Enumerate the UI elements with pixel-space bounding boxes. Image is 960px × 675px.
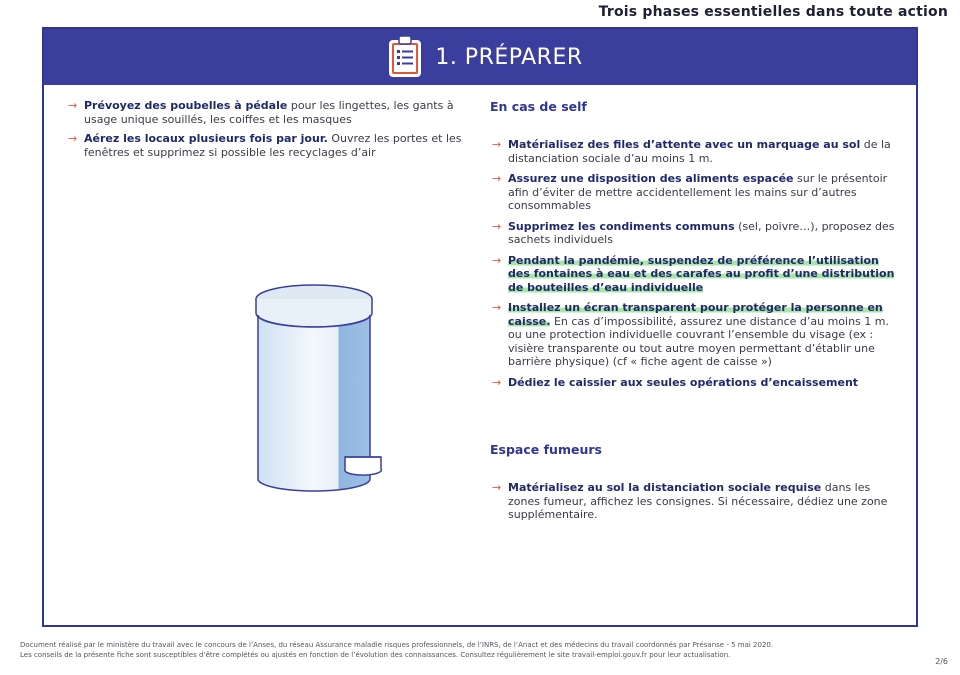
page-number: 2/6: [935, 657, 948, 666]
item-bold: Matérialisez au sol la distanciation sociale requise: [508, 481, 822, 494]
item-bold: Aérez les locaux plusieurs fois par jour.: [84, 132, 328, 145]
footer-line: Les conseils de la présente fiche sont susceptibles d’être complétés ou ajustés en fonction de l’évolution des connaissances. Consultez régulièrement le site travail-emploi.gouv.fr pour leur actualisation.: [20, 651, 731, 659]
list-item: [490, 220, 900, 247]
pedal-bin-icon: [249, 279, 389, 499]
self-heading: En cas de self: [490, 99, 587, 114]
item-bold-highlighted: Installez un écran transparent pour protéger la personne en caisse.: [508, 301, 883, 328]
item-text: Ouvrez les portes et les fenêtres et supprimez si possible les recyclages d’air: [84, 132, 462, 159]
arrow-right-icon: →: [68, 99, 78, 112]
content-frame: [42, 27, 918, 627]
list-item: [66, 99, 486, 126]
list-item: [490, 376, 900, 390]
arrow-right-icon: →: [492, 138, 502, 151]
list-item: [490, 301, 900, 369]
right-column: [490, 99, 900, 529]
footer-note: [20, 640, 940, 660]
arrow-right-icon: →: [492, 375, 502, 389]
list-item: [66, 132, 486, 159]
item-bold-highlighted: Pendant la pandémie, suspendez de préférence l’utilisation des fontaines à eau et des carafes au profit d’une distribution de bouteilles d’eau individuelle: [508, 253, 895, 294]
item-text: dans les zones fumeur, affichez les consignes. Si nécessaire, dédiez une zone supplémentaire.: [508, 481, 888, 521]
arrow-right-icon: →: [492, 172, 502, 185]
item-text: En cas d’impossibilité, assurez une distance d’au moins 1 m. ou une protection individuelle couvrant l’ensemble du visage (ex : visière transparente ou tout autre moyen permettant d’établir une barrière physique) (cf « fiche agent de caisse »): [508, 314, 889, 368]
item-bold: Supprimez les condiments communs: [508, 219, 735, 233]
clipboard-checklist-icon: [387, 35, 423, 79]
list-item: [490, 172, 900, 213]
item-text: pour les lingettes, les gants à usage unique souillés, les coiffes et les masques: [84, 99, 454, 126]
arrow-right-icon: →: [492, 301, 502, 314]
left-column: [66, 99, 486, 165]
footer-line: Document réalisé par le ministère du travail avec le concours de l’Anses, du réseau Assurance maladie risques professionnels, de l’INRS, de l’Anact et des médecins du travail coordonnés par Présanse - 5 mai 2020.: [20, 641, 774, 649]
document-title: Trois phases essentielles dans toute action: [598, 4, 948, 20]
item-bold: Assurez une disposition des aliments espacée: [508, 172, 794, 185]
arrow-right-icon: →: [492, 219, 502, 233]
arrow-right-icon: →: [492, 253, 502, 267]
item-bold: Matérialisez des files d’attente avec un marquage au sol: [508, 138, 861, 151]
item-text: de la distanciation sociale d’au moins 1 m.: [508, 138, 891, 165]
item-bold: Prévoyez des poubelles à pédale: [84, 99, 288, 112]
item-bold: Dédiez le caissier aux seules opérations d’encaissement: [508, 375, 859, 389]
item-text: (sel, poivre…), proposez des sachets individuels: [508, 219, 895, 246]
section-title: 1. PRÉPARER: [435, 44, 583, 70]
arrow-right-icon: →: [68, 132, 78, 145]
item-text: sur le présentoir afin d’éviter de mettre accidentellement les mains sur d’autres consommables: [508, 172, 888, 212]
arrow-right-icon: →: [492, 481, 502, 494]
list-item: [490, 138, 900, 165]
list-item: [490, 254, 900, 295]
list-item: [490, 481, 900, 522]
smokers-heading: Espace fumeurs: [490, 442, 602, 457]
section-banner: [44, 29, 916, 85]
